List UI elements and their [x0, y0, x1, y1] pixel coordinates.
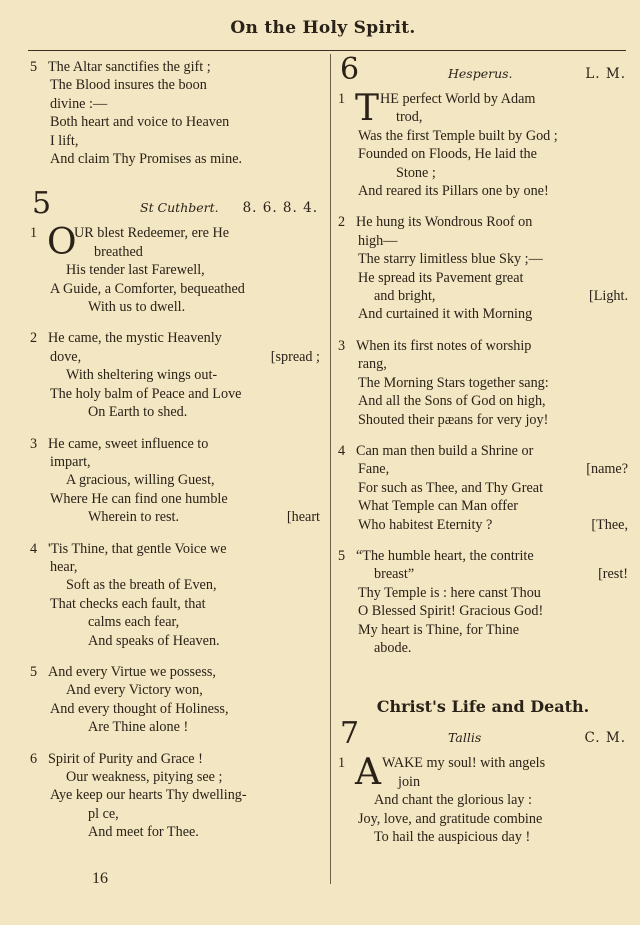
- verse-line: pl ce,: [88, 805, 119, 822]
- verse-line: And meet for Thee.: [88, 824, 199, 841]
- hymn-number: 7: [340, 716, 360, 752]
- verse-line: Aye keep our hearts Thy dwelling-: [50, 787, 247, 804]
- right-column: [338, 52, 628, 859]
- verse: [338, 754, 628, 846]
- verse-line: [Light.: [588, 288, 628, 305]
- verse-line: Soft as the breath of Even,: [66, 577, 217, 594]
- verse-line: high—: [358, 232, 398, 249]
- verse-line: And speaks of Heaven.: [88, 632, 220, 649]
- tune-name: St Cuthbert.: [140, 200, 219, 216]
- verse-line: For such as Thee, and Thy Great: [358, 479, 544, 496]
- verse-number: 6: [30, 750, 38, 767]
- left-column: [30, 58, 320, 855]
- hymn-number: 6: [340, 52, 360, 87]
- verse-line: breathed: [94, 243, 143, 260]
- verse-line: He came, sweet influence to: [48, 435, 209, 452]
- column-divider: [330, 54, 331, 884]
- verse-line: And every Virtue we possess,: [48, 663, 216, 680]
- page-header: On the Holy Spirit.: [230, 18, 416, 38]
- verse-line: And claim Thy Promises as mine.: [50, 151, 243, 168]
- verse-line: 'Tis Thine, that gentle Voice we: [48, 540, 227, 557]
- verse-line: Where He can find one humble: [50, 490, 228, 507]
- verse-number: 1: [338, 91, 346, 107]
- verse-line: He spread its Pavement great: [358, 269, 524, 286]
- verse-line: HE perfect World by Adam: [380, 91, 536, 107]
- verse-number: 3: [30, 435, 38, 452]
- verse-line: join: [398, 773, 421, 790]
- verse-line: With us to dwell.: [88, 299, 186, 316]
- hymn-heading: [30, 186, 320, 224]
- verse-line: trod,: [396, 109, 423, 126]
- verse-line: Can man then build a Shrine or: [356, 442, 534, 459]
- verse-line: Was the first Temple built by God ;: [358, 127, 558, 144]
- verse-line: rang,: [358, 356, 387, 373]
- verse-line: abode.: [374, 639, 412, 656]
- verse-line: hear,: [50, 558, 78, 575]
- verse: [338, 337, 628, 429]
- tune-name: Hesperus.: [448, 66, 513, 81]
- verse-line: When its first notes of worship: [356, 337, 532, 354]
- verse: [30, 224, 320, 316]
- verse-line: That checks each fault, that: [50, 595, 206, 612]
- verse-number: 1: [338, 755, 346, 772]
- verse-line: My heart is Thine, for Thine: [358, 621, 520, 638]
- verse-number: 1: [30, 225, 38, 242]
- verse-line: Wherein to rest.: [88, 509, 179, 526]
- verse-line: UR blest Redeemer, ere He: [74, 225, 230, 242]
- verse-line: Joy, love, and gratitude combine: [358, 810, 543, 827]
- verse-line: His tender last Farewell,: [66, 262, 205, 279]
- verse-line: The starry limitless blue Sky ;—: [358, 251, 543, 268]
- verse-line: On Earth to shed.: [88, 404, 188, 421]
- verse-line: The holy balm of Peace and Love: [50, 385, 242, 402]
- verse-line: calms each fear,: [88, 614, 180, 631]
- verse-line: WAKE my soul! with angels: [382, 755, 546, 772]
- verse-line: Founded on Floods, He laid the: [358, 146, 537, 163]
- verse-line: Who habitest Eternity ?: [358, 516, 493, 533]
- verse-line: [heart: [286, 509, 320, 526]
- verse-line: Spirit of Purity and Grace !: [48, 750, 203, 767]
- verse-line: Fane,: [358, 461, 390, 478]
- verse-number: 5: [338, 547, 346, 564]
- verse-line: And every Victory won,: [66, 682, 203, 699]
- meter: L. M.: [585, 66, 626, 82]
- drop-cap: T: [355, 88, 380, 129]
- verse-line: I lift,: [50, 132, 79, 149]
- tune-name: Tallis: [448, 730, 482, 746]
- verse-line: He hung its Wondrous Roof on: [356, 214, 533, 231]
- verse-number: 5: [30, 59, 38, 75]
- drop-cap: O: [47, 222, 77, 264]
- drop-cap: A: [355, 752, 381, 794]
- verse: [338, 213, 628, 323]
- verse-line: [Thee,: [591, 516, 628, 533]
- verse-line: Thy Temple is : here canst Thou: [358, 584, 541, 601]
- verse-line: And all the Sons of God on high,: [358, 393, 546, 410]
- verse-line: With sheltering wings out-: [66, 367, 218, 384]
- page-number: 16: [92, 870, 108, 887]
- verse-line: The Altar sanctifies the gift ;: [48, 59, 211, 75]
- verse-line: Stone ;: [396, 164, 436, 181]
- verse-line: [rest!: [598, 566, 628, 583]
- verse-number: 4: [338, 442, 346, 459]
- verse: [30, 750, 320, 842]
- verse-line: And reared its Pillars one by one!: [358, 183, 549, 200]
- verse-line: impart,: [50, 453, 91, 470]
- header-rule: [28, 50, 626, 51]
- verse-line: [spread ;: [270, 348, 320, 365]
- meter: C. M.: [584, 730, 626, 747]
- verse-line: To hail the auspicious day !: [374, 829, 531, 845]
- verse-line: “The humble heart, the contrite: [356, 547, 534, 564]
- verse-number: 3: [338, 337, 346, 354]
- verse: [30, 329, 320, 421]
- hymn-heading: [338, 52, 628, 90]
- verse-line: divine :—: [50, 95, 108, 112]
- verse-number: 2: [338, 214, 346, 231]
- verse-line: Both heart and voice to Heaven: [50, 114, 230, 131]
- verse-line: The Blood insures the boon: [50, 77, 207, 94]
- verse-line: The Morning Stars together sang:: [358, 374, 549, 391]
- hymn-heading: [338, 716, 628, 754]
- verse-line: Our weakness, pitying see ;: [66, 769, 223, 785]
- verse: [338, 90, 628, 200]
- section-title: Christ's Life and Death.: [376, 697, 590, 717]
- verse-line: [name?: [586, 461, 628, 478]
- verse-number: 4: [30, 540, 38, 557]
- verse-line: Shouted their pæans for very joy!: [358, 411, 549, 428]
- verse: [338, 442, 628, 534]
- verse-line: A gracious, willing Guest,: [66, 472, 215, 489]
- verse: [30, 58, 320, 168]
- verse-line: and bright,: [374, 288, 436, 305]
- verse-line: What Temple can Man offer: [358, 498, 518, 515]
- verse-line: O Blessed Spirit! Gracious God!: [358, 603, 544, 620]
- meter: 8. 6. 8. 4.: [242, 200, 318, 217]
- verse-line: Are Thine alone !: [88, 719, 189, 736]
- verse: [30, 435, 320, 527]
- verse: [30, 540, 320, 650]
- verse-line: And every thought of Holiness,: [50, 700, 229, 717]
- verse: [30, 663, 320, 737]
- verse-number: 2: [30, 330, 38, 347]
- hymn-number: 5: [32, 186, 52, 222]
- verse-number: 5: [30, 663, 38, 680]
- verse-line: A Guide, a Comforter, bequeathed: [50, 280, 245, 297]
- verse-line: He came, the mystic Heavenly: [48, 330, 222, 347]
- verse-line: breast”: [374, 566, 415, 583]
- verse-line: And chant the glorious lay :: [374, 792, 533, 809]
- verse-line: dove,: [50, 348, 82, 365]
- verse-line: And curtained it with Morning: [358, 306, 533, 323]
- verse: [338, 547, 628, 657]
